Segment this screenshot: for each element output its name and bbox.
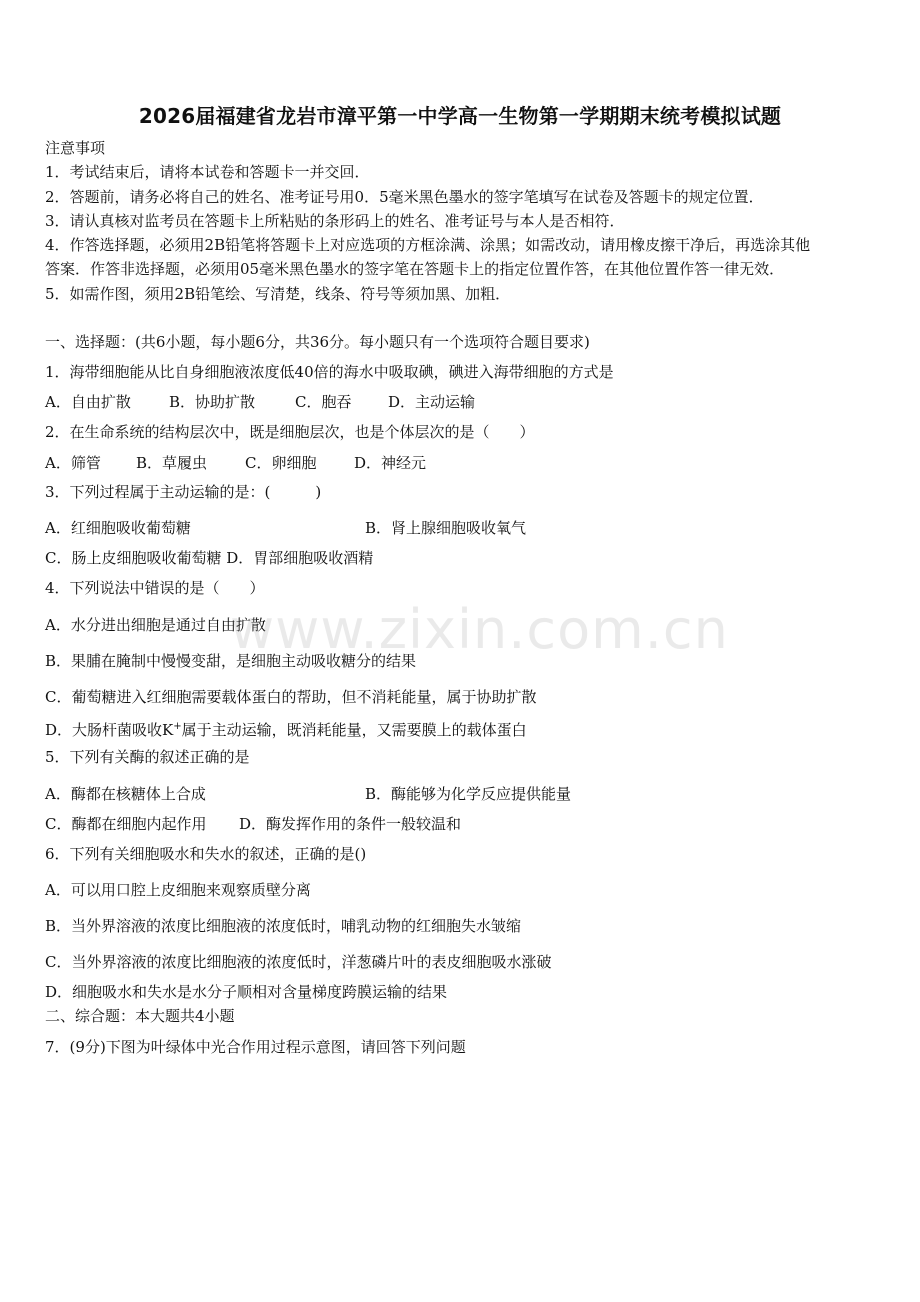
q6-option-c: C．当外界溶液的浓度比细胞液的浓度低时，洋葱磷片叶的表皮细胞吸水涨破	[45, 953, 552, 971]
question-1-options	[45, 392, 475, 412]
page-title: 2026届福建省龙岩市漳平第一中学高一生物第一学期期末统考模拟试题	[138, 104, 782, 128]
q6-option-d: D．细胞吸水和失水是水分子顺相对含量梯度跨膜运输的结果	[45, 983, 448, 1001]
section-1-heading: 一、选择题：(共6小题，每小题6分，共36分。每小题只有一个选项符合题目要求)	[45, 333, 590, 351]
q4-option-c: C．葡萄糖进入红细胞需要载体蛋白的帮助，但不消耗能量，属于协助扩散	[45, 688, 537, 706]
question-5-options-ab	[45, 784, 571, 804]
watermark: www.zixin.com.cn	[230, 598, 729, 661]
notice-item-4: 4．作答选择题，必须用2B铅笔将答题卡上对应选项的方框涂满、涂黑；如需改动，请用橡皮擦干净后，再选涂其他	[45, 236, 811, 254]
q6-option-a: A．可以用口腔上皮细胞来观察质壁分离	[45, 881, 311, 899]
q3-option-cd: C．肠上皮细胞吸收葡萄糖 D．胃部细胞吸收酒精	[45, 549, 374, 567]
question-6-stem: 6．下列有关细胞吸水和失水的叙述，正确的是()	[45, 845, 367, 863]
question-3-stem: 3．下列过程属于主动运输的是：( )	[45, 483, 322, 501]
q4-option-b: B．果脯在腌制中慢慢变甜，是细胞主动吸收糖分的结果	[45, 652, 417, 670]
question-3-options-ab	[45, 518, 526, 538]
q4-option-d-pre: D．大肠杆菌吸收K	[45, 721, 174, 739]
q2-option-d: D．神经元	[354, 454, 427, 472]
notice-heading: 注意事项	[45, 139, 106, 157]
q5-option-c: C．酶都在细胞内起作用	[45, 815, 207, 833]
notice-item-1: 1．考试结束后，请将本试卷和答题卡一并交回．	[45, 163, 370, 181]
question-2-stem: 2．在生命系统的结构层次中，既是细胞层次，也是个体层次的是（ ）	[45, 423, 535, 441]
question-4-stem: 4．下列说法中错误的是（ ）	[45, 579, 265, 597]
q5-option-a: A．酶都在核糖体上合成	[45, 785, 206, 803]
q6-option-b: B．当外界溶液的浓度比细胞液的浓度低时，哺乳动物的红细胞失水皱缩	[45, 917, 522, 935]
question-7-stem: 7．(9分)下图为叶绿体中光合作用过程示意图，请回答下列问题	[45, 1038, 466, 1056]
question-5-options-cd	[45, 814, 461, 834]
notice-item-4-cont: 答案．作答非选择题，必须用05毫米黑色墨水的签字笔在答题卡上的指定位置作答，在其他位置作答一律无效．	[45, 260, 785, 278]
q2-option-c: C．卵细胞	[245, 454, 317, 472]
notice-item-3: 3．请认真核对监考员在答题卡上所粘贴的条形码上的姓名、准考证号与本人是否相符．	[45, 212, 625, 230]
q4-option-d-sup: +	[173, 721, 182, 732]
q2-option-a: A．筛管	[45, 454, 101, 472]
question-5-stem: 5．下列有关酶的叙述正确的是	[45, 748, 250, 766]
q4-option-a: A．水分进出细胞是通过自由扩散	[45, 616, 266, 634]
q1-option-c: C．胞吞	[295, 393, 352, 411]
q3-option-b: B．肾上腺细胞吸收氧气	[365, 519, 527, 537]
q4-option-d-post: 属于主动运输，既消耗能量，又需要膜上的载体蛋白	[181, 721, 527, 739]
q3-option-a: A．红细胞吸收葡萄糖	[45, 519, 191, 537]
q5-option-b: B．酶能够为化学反应提供能量	[365, 785, 572, 803]
section-2-heading: 二、综合题：本大题共4小题	[45, 1007, 235, 1025]
question-1-stem: 1．海带细胞能从比自身细胞液浓度低40倍的海水中吸取碘，碘进入海带细胞的方式是	[45, 363, 614, 381]
notice-item-2: 2．答题前，请务必将自己的姓名、准考证号用0．5毫米黑色墨水的签字笔填写在试卷及答题卡的规定位置．	[45, 188, 764, 206]
q1-option-b: B．协助扩散	[169, 393, 256, 411]
q4-option-d	[45, 717, 527, 740]
q1-option-d: D．主动运输	[388, 393, 476, 411]
q1-option-a: A．自由扩散	[45, 393, 131, 411]
question-2-options	[45, 453, 426, 473]
notice-item-5: 5．如需作图，须用2B铅笔绘、写清楚，线条、符号等须加黑、加粗．	[45, 285, 511, 303]
q5-option-d: D．酶发挥作用的条件一般较温和	[239, 815, 462, 833]
q2-option-b: B．草履虫	[136, 454, 208, 472]
